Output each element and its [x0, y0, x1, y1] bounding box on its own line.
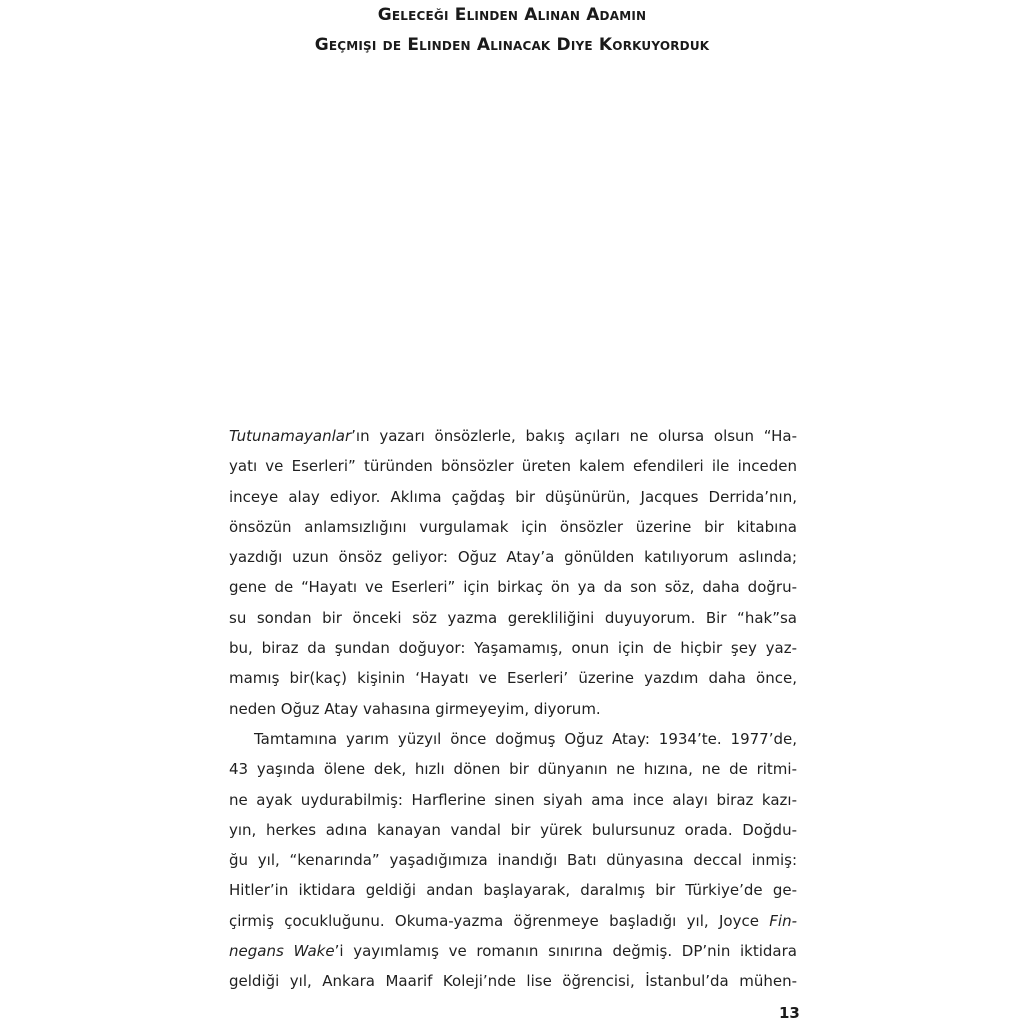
title-line-1: Geleceği Elinden Alınan Adamın — [377, 5, 647, 25]
paragraph-1-line-5: yazdığı uzun önsöz geliyor: Oğuz Atay’a gönülden katılıyorum aslında; — [229, 548, 797, 567]
paragraph-1-line-2: yatı ve Eserleri” türünden bönsözler üreten kalem efendileri ile inceden — [229, 457, 797, 476]
paragraph-2-line-6: Hitler’in iktidara geldiği andan başlayarak, daralmış bir Türkiye’de ge- — [229, 881, 797, 900]
line-text: çirmiş çocukluğunu. Okuma-yazma öğrenmeye başladığı yıl, Joyce — [229, 911, 770, 930]
book-title-italic: Fin- — [769, 911, 797, 930]
book-title-italic: negans Wake — [229, 942, 335, 961]
page-number: 13 — [779, 1004, 800, 1022]
title-line-2: Geçmişi de Elinden Alınacak Diye Korkuyorduk — [314, 35, 710, 55]
paragraph-2-line-3: ne ayak uydurabilmiş: Harflerine sinen siyah ama ince alayı biraz kazı- — [229, 790, 797, 809]
page-title — [0, 0, 1024, 60]
paragraph-2-line-5: ğu yıl, “kenarında” yaşadığımıza inandığı Batı dünyasına deccal inmiş: — [229, 851, 797, 870]
paragraph-1-line-6: gene de “Hayatı ve Eserleri” için birkaç ön ya da son söz, daha doğru- — [229, 578, 797, 597]
paragraph-1-line-4: önsözün anlamsızlığını vurgulamak için önsözler üzerine bir kitabına — [229, 517, 797, 536]
paragraph-1-line-7: su sondan bir önceki söz yazma gerekliliğini duyuyorum. Bir “hak”sa — [229, 608, 797, 627]
paragraph-2-line-8 — [229, 936, 797, 966]
paragraph-2-line-1: Tamtamına yarım yüzyıl önce doğmuş Oğuz Atay: 1934’te. 1977’de, — [254, 729, 797, 748]
paragraph-1-line-1 — [229, 421, 797, 451]
paragraph-1-line-10: neden Oğuz Atay vahasına girmeyeyim, diyorum. — [229, 699, 601, 718]
paragraph-2-line-4: yın, herkes adına kanayan vandal bir yürek bulursunuz orada. Doğdu- — [229, 820, 797, 839]
line-text: ’i yayımlamış ve romanın sınırına değmiş. DP’nin iktidara — [334, 942, 797, 961]
paragraph-1-line-8: bu, biraz da şundan doğuyor: Yaşamamış, onun için de hiçbir şey yaz- — [229, 639, 797, 658]
book-title-italic: Tutunamayanlar — [229, 427, 352, 445]
paragraph-1-line-9: mamış bir(kaç) kişinin ‘Hayatı ve Eserleri’ üzerine yazdım daha önce, — [229, 669, 797, 688]
paragraph-1-line-3: inceye alay ediyor. Aklıma çağdaş bir düşünürün, Jacques Derrida’nın, — [229, 487, 797, 506]
paragraph-2-line-7 — [229, 906, 797, 936]
line-text: ’ın yazarı önsözlerle, bakış açıları ne olursa olsun “Ha- — [351, 427, 797, 445]
body-text — [229, 421, 797, 997]
paragraph-2-line-2: 43 yaşında ölene dek, hızlı dönen bir dünyanın ne hızına, ne de ritmi- — [229, 760, 797, 779]
paragraph-2-line-9: geldiği yıl, Ankara Maarif Koleji’nde lise öğrencisi, İstanbul’da mühen- — [229, 972, 797, 991]
